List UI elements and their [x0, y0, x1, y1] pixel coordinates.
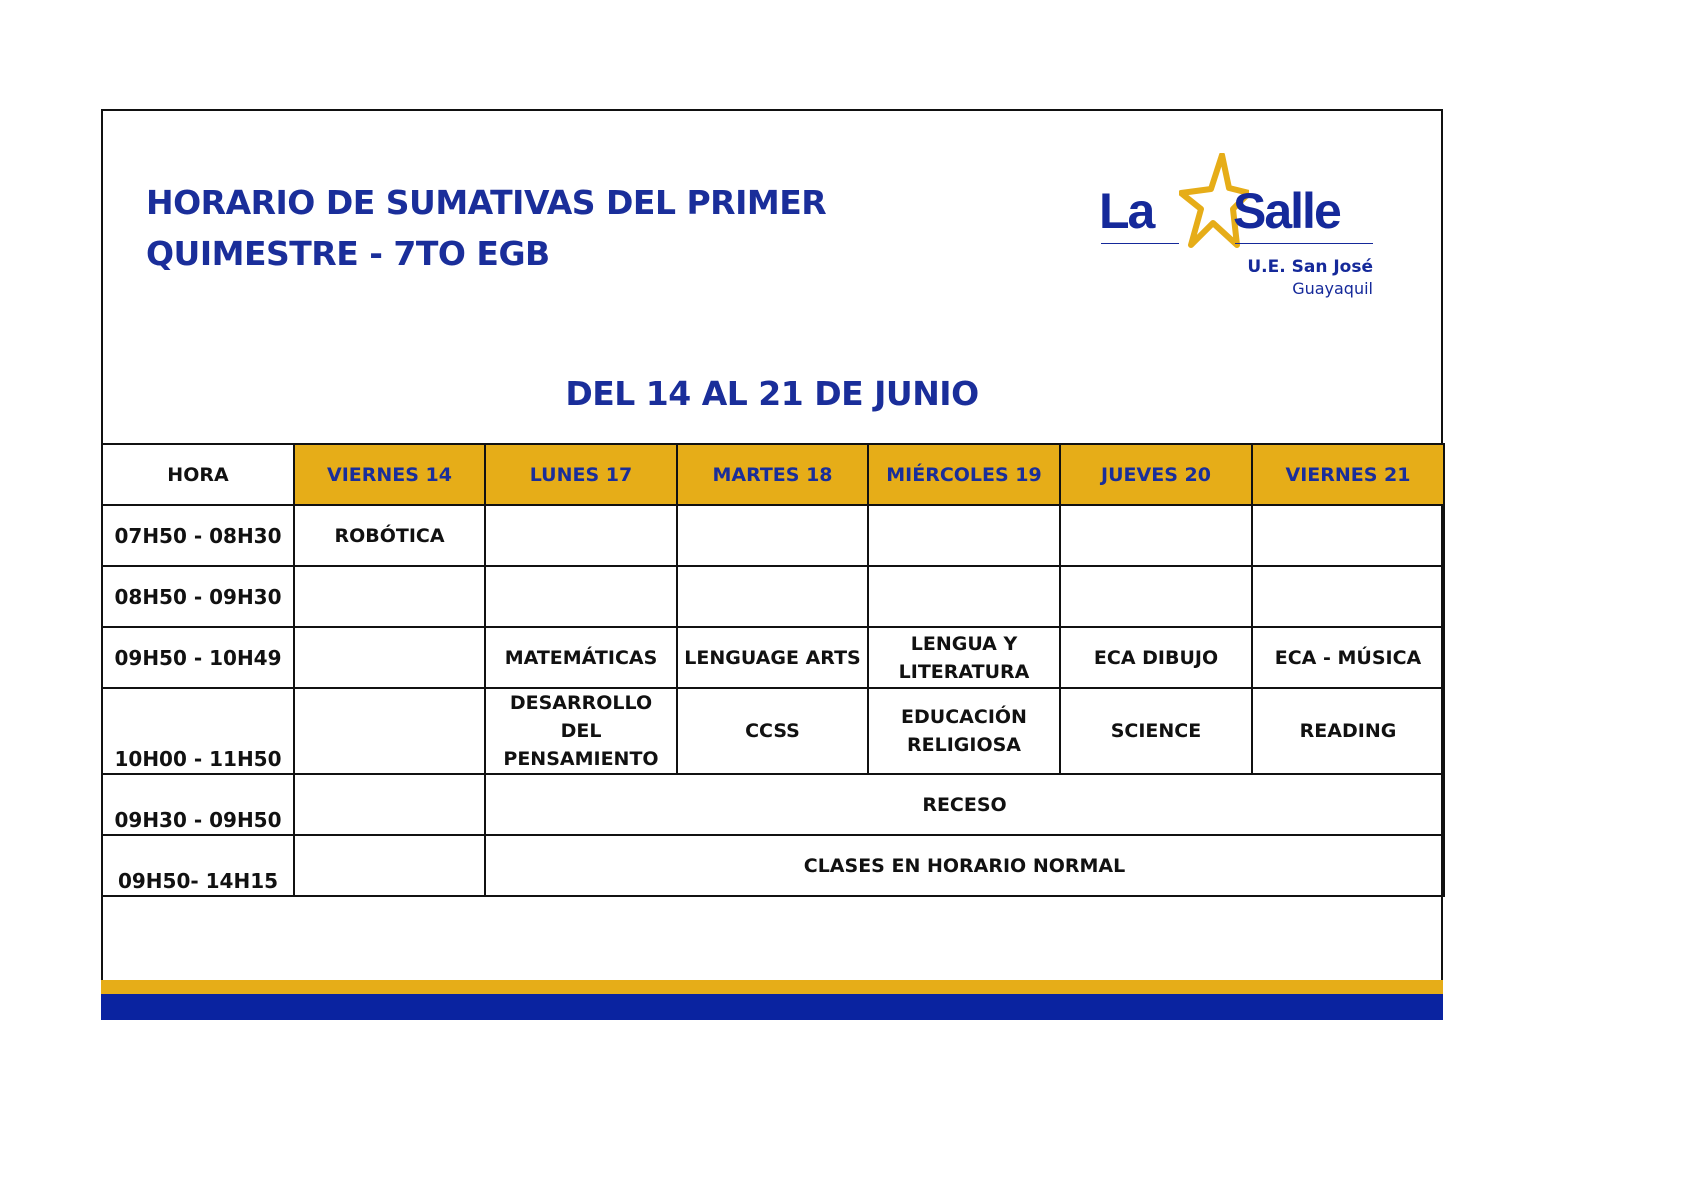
header-day: LUNES 17 — [485, 444, 677, 505]
footer-gold-band — [101, 980, 1443, 994]
logo-rule-right — [1235, 243, 1373, 244]
subject-cell: READING — [1252, 688, 1444, 774]
recess-cell: RECESO — [485, 774, 1444, 835]
time-cell: 08H50 - 09H30 — [102, 566, 294, 627]
subject-cell — [1060, 505, 1252, 566]
header-day: VIERNES 21 — [1252, 444, 1444, 505]
subject-cell — [485, 566, 677, 627]
logo-city: Guayaquil — [1292, 279, 1373, 298]
subject-cell — [294, 835, 485, 896]
table-row — [102, 774, 1444, 835]
schedule-sheet — [101, 109, 1443, 1020]
subject-cell: LENGUAGE ARTS — [677, 627, 868, 688]
subject-cell — [485, 505, 677, 566]
subject-cell — [868, 505, 1060, 566]
subject-cell: EDUCACIÓN RELIGIOSA — [868, 688, 1060, 774]
table-row — [102, 835, 1444, 896]
subject-cell — [294, 566, 485, 627]
header-day: VIERNES 14 — [294, 444, 485, 505]
subject-cell — [294, 627, 485, 688]
date-range: DEL 14 AL 21 DE JUNIO — [565, 374, 979, 413]
subject-cell — [294, 774, 485, 835]
page-title — [146, 177, 826, 279]
header-day: MARTES 18 — [677, 444, 868, 505]
table-row — [102, 688, 1444, 774]
table-row — [102, 566, 1444, 627]
table-header-row — [102, 444, 1444, 505]
title-line-2: QUIMESTRE - 7TO EGB — [146, 234, 550, 273]
subject-cell: ECA DIBUJO — [1060, 627, 1252, 688]
logo-rule-left — [1101, 243, 1179, 244]
subject-cell: LENGUA Y LITERATURA — [868, 627, 1060, 688]
subject-cell — [294, 688, 485, 774]
subject-cell — [1252, 505, 1444, 566]
la-salle-logo — [1099, 153, 1389, 303]
time-cell: 07H50 - 08H30 — [102, 505, 294, 566]
subject-cell — [677, 566, 868, 627]
time-cell: 09H50 - 10H49 — [102, 627, 294, 688]
normal-classes-cell: CLASES EN HORARIO NORMAL — [485, 835, 1444, 896]
table-row — [102, 627, 1444, 688]
header-day: MIÉRCOLES 19 — [868, 444, 1060, 505]
subject-cell: ECA - MÚSICA — [1252, 627, 1444, 688]
subject-cell — [677, 505, 868, 566]
schedule-table — [101, 443, 1445, 897]
title-line-1: HORARIO DE SUMATIVAS DEL PRIMER — [146, 183, 827, 222]
time-cell: 10H00 - 11H50 — [102, 688, 294, 774]
logo-subtitle: U.E. San José — [1247, 257, 1373, 277]
subject-cell: SCIENCE — [1060, 688, 1252, 774]
footer-blue-band — [101, 994, 1443, 1020]
subject-cell — [1060, 566, 1252, 627]
time-cell: 09H30 - 09H50 — [102, 774, 294, 835]
logo-wordmark-left: La — [1099, 183, 1154, 239]
header-day: JUEVES 20 — [1060, 444, 1252, 505]
table-row — [102, 505, 1444, 566]
logo-wordmark-right: Salle — [1233, 183, 1340, 239]
subject-cell: ROBÓTICA — [294, 505, 485, 566]
subject-cell: DESARROLLO DEL PENSAMIENTO — [485, 688, 677, 774]
header-hora: HORA — [102, 444, 294, 505]
subject-cell — [868, 566, 1060, 627]
subject-cell — [1252, 566, 1444, 627]
time-cell: 09H50- 14H15 — [102, 835, 294, 896]
subject-cell: MATEMÁTICAS — [485, 627, 677, 688]
subject-cell: CCSS — [677, 688, 868, 774]
